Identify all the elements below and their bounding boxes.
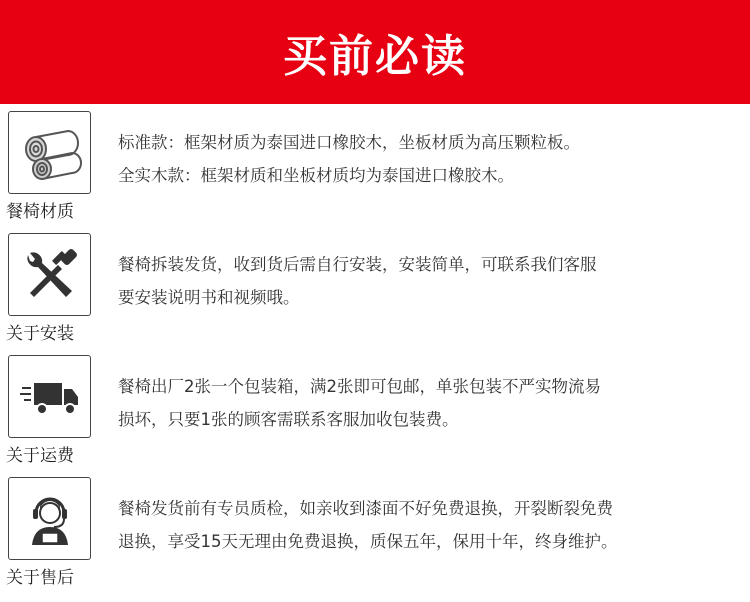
description-line: 餐椅发货前有专员质检，如亲收到漆面不好免费退换，开裂断裂免费: [118, 499, 613, 518]
description-line: 要安装说明书和视频哦。: [118, 288, 300, 307]
wood-logs-icon: [8, 111, 91, 194]
section-description: [118, 126, 738, 192]
description-line: 餐椅出厂2张一个包装箱，满2张即可包邮，单张包装不严实物流易: [118, 377, 601, 396]
section-label: 关于安装: [6, 324, 74, 344]
section-after-sales: [0, 470, 750, 591]
section-description: [118, 492, 738, 558]
description-line: 退换，享受15天无理由免费退换，质保五年，保用十年，终身维护。: [118, 532, 618, 551]
section-installation: [0, 226, 750, 347]
section-description: [118, 370, 738, 436]
header-banner: [0, 0, 750, 104]
description-line: 全实木款：框架材质和坐板材质均为泰国进口橡胶木。: [118, 166, 514, 185]
section-label: 餐椅材质: [6, 202, 74, 222]
description-line: 餐椅拆装发货，收到货后需自行安装，安装简单，可联系我们客服: [118, 255, 597, 274]
description-line: 损坏，只要1张的顾客需联系客服加收包装费。: [118, 410, 459, 429]
section-material: [0, 104, 750, 225]
page-title: 买前必读: [283, 31, 467, 82]
section-label: 关于售后: [6, 568, 74, 588]
wrench-screwdriver-icon: [8, 233, 91, 316]
description-line: 标准款：框架材质为泰国进口橡胶木，坐板材质为高压颗粒板。: [118, 133, 580, 152]
customer-service-icon: [8, 477, 91, 560]
section-description: [118, 248, 738, 314]
delivery-truck-icon: [8, 355, 91, 438]
section-label: 关于运费: [6, 446, 74, 466]
section-shipping: [0, 348, 750, 469]
